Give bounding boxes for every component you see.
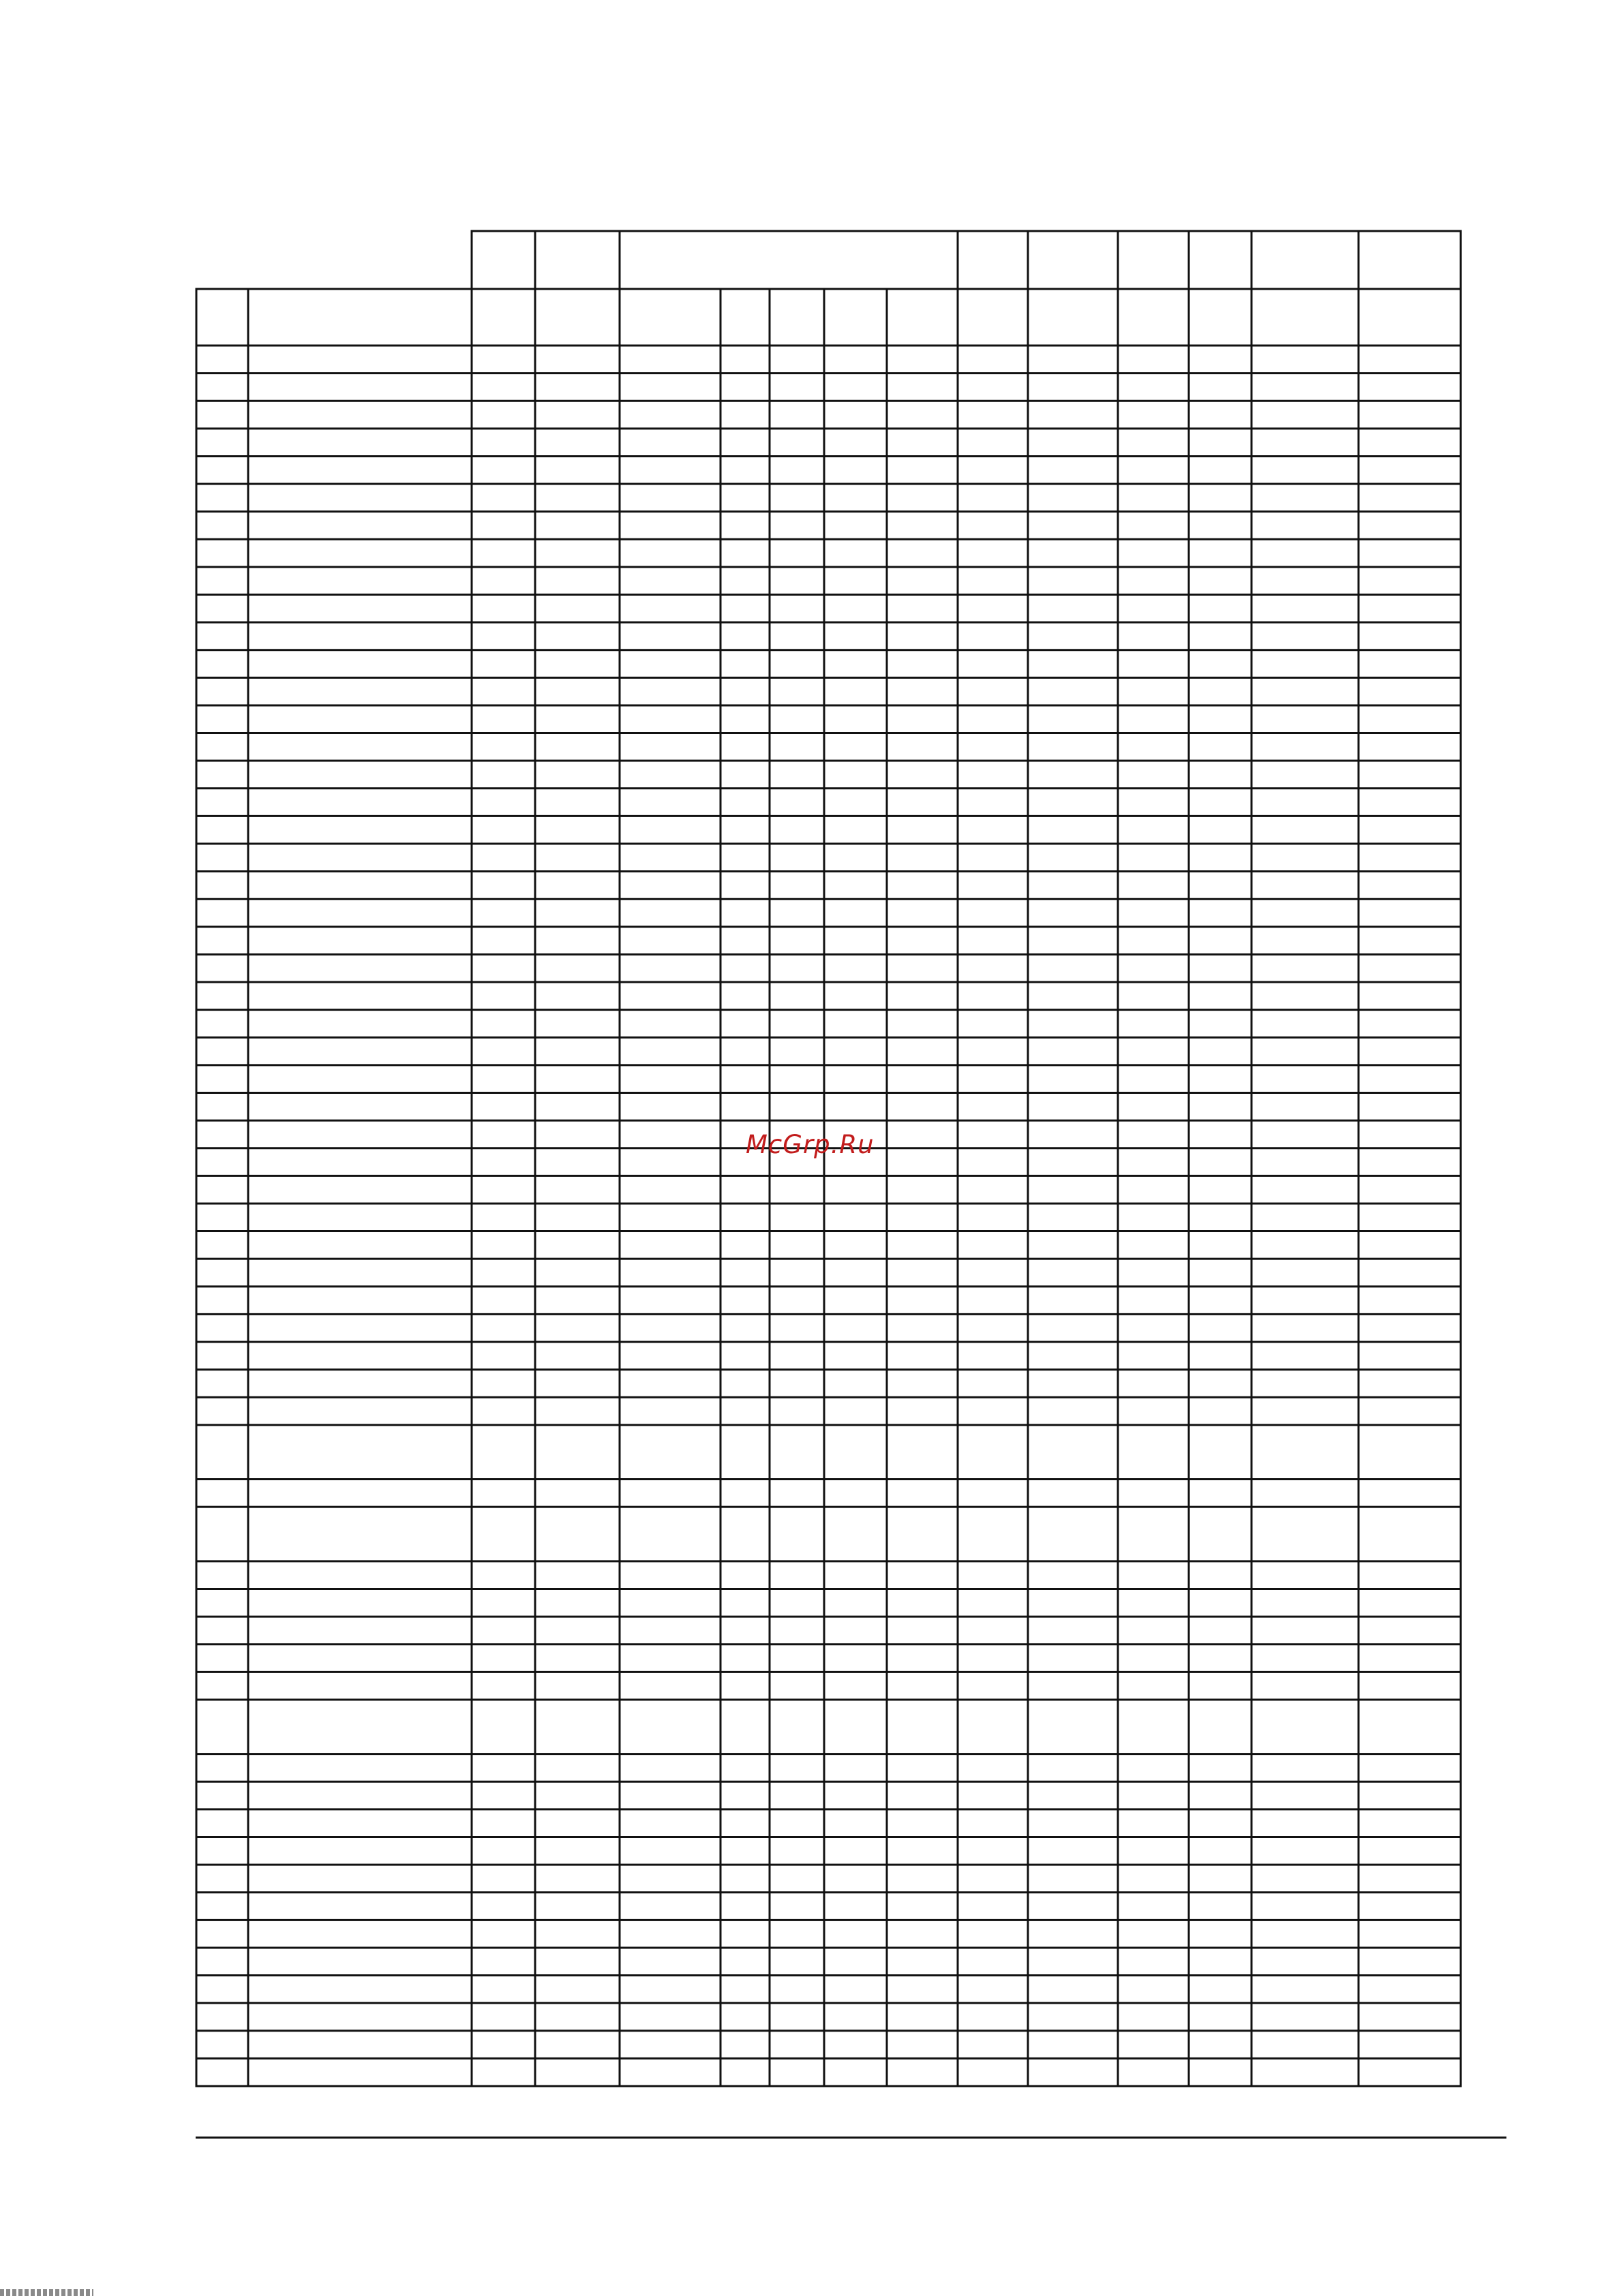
watermark: McGrp.Ru xyxy=(746,1130,875,1159)
page-edge-mark xyxy=(0,2289,93,2296)
footer-rule xyxy=(196,2137,1506,2139)
